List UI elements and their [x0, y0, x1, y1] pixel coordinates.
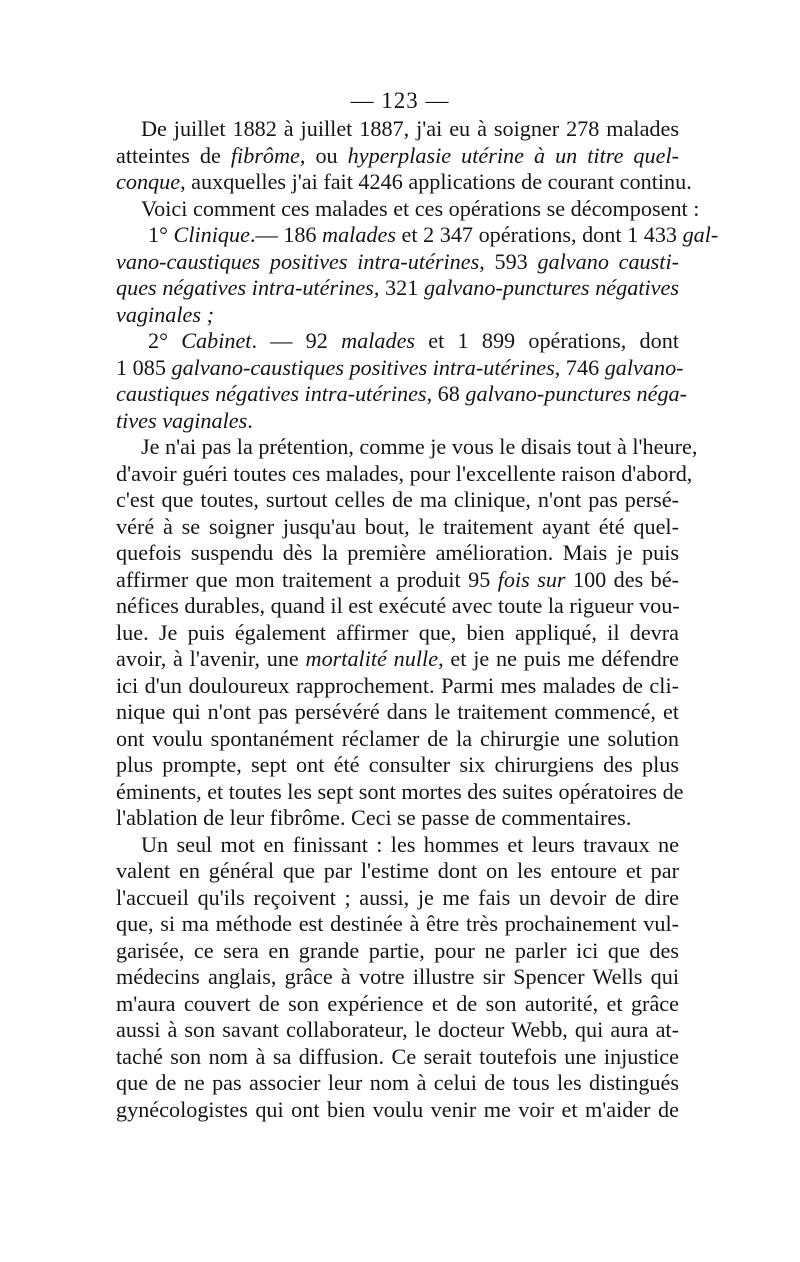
text-span: médecins anglais, grâce à votre illustre sir Spencer Wells qui	[116, 964, 679, 989]
text-line	[116, 991, 679, 1018]
italic-span: caustiques négatives intra-utérines	[116, 381, 427, 406]
text-line	[116, 805, 679, 832]
text-span: l'accueil qu'ils reçoivent ; aussi, je me fais un devoir de dire	[116, 884, 679, 910]
paragraph	[116, 116, 692, 196]
paragraph	[116, 195, 700, 223]
text-line	[116, 116, 679, 143]
text-span: néfices durables, quand il est exécuté avec toute la rigueur vou-	[116, 593, 680, 618]
text-line	[116, 964, 679, 991]
page-number: — 123 —	[350, 88, 450, 113]
text-line	[116, 1017, 679, 1044]
text-span: atteintes de	[116, 142, 231, 168]
text-span: que, si ma méthode est destinée à être très prochainement vul-	[116, 911, 679, 936]
text-line	[116, 275, 679, 302]
text-span: garisée, ce sera en grande partie, pour ne parler ici que des	[116, 937, 679, 963]
text-line	[116, 222, 719, 249]
italic-span: malades	[341, 328, 416, 353]
text-span: , 321	[373, 275, 424, 300]
text-span: valent en général que par l'estime dont on les entoure et par	[116, 858, 679, 883]
text-span: , 746	[554, 354, 605, 380]
italic-span: galvano-punctures néga-	[465, 381, 688, 406]
text-line	[116, 832, 679, 859]
text-span: . — 92	[251, 328, 342, 353]
text-line	[116, 778, 684, 806]
text-line	[116, 938, 679, 965]
italic-span: galvano-	[604, 354, 684, 380]
text-line	[116, 646, 679, 673]
text-span: .	[247, 407, 253, 433]
text-span: plus prompte, sept ont été consulter six chirurgiens des plus	[116, 752, 679, 777]
body-text	[116, 116, 719, 1123]
text-span: ici d'un douloureux rapprochement. Parmi mes malades de cli-	[116, 672, 679, 698]
text-span: éminents, et toutes les sept sont mortes des suites opératoires de	[116, 778, 684, 804]
text-span: véré à se soigner jusqu'au bout, le traitement ayant été quel-	[116, 513, 679, 539]
text-line	[116, 593, 679, 620]
text-line	[116, 460, 693, 488]
italic-span: galvano causti-	[537, 248, 679, 274]
paragraph	[116, 328, 688, 434]
text-span: 100 des bé-	[565, 566, 679, 592]
text-line	[116, 726, 679, 753]
text-span: , et je ne puis me défendre	[438, 646, 680, 671]
text-span: m'aura couvert de son expérience et de son autorité, et grâce	[116, 990, 679, 1016]
text-span: et 1 899 opérations, dont	[415, 328, 680, 353]
italic-span: fois sur	[497, 566, 566, 592]
italic-span: vano-caustiques positives intra-utérines	[116, 248, 480, 274]
text-line	[116, 302, 679, 329]
paragraph	[116, 434, 698, 832]
italic-span: mortalité nulle	[305, 646, 439, 671]
text-span: , 593	[479, 248, 538, 274]
text-span: d'avoir guéri toutes ces malades, pour l'excellente raison d'abord,	[116, 460, 693, 486]
text-line	[116, 885, 679, 912]
paragraph	[116, 832, 679, 1124]
text-line	[116, 408, 679, 435]
text-span: ont voulu spontanément réclamer de la chirurgie une solution	[116, 725, 679, 751]
text-line	[116, 249, 679, 276]
text-line	[116, 328, 679, 355]
text-span: 2°	[148, 328, 182, 353]
text-span: taché son nom à sa diffusion. Ce serait toutefois une injustice	[116, 1043, 679, 1069]
italic-span: tives vaginales	[116, 407, 248, 433]
text-span: que de ne pas associer leur nom à celui de tous les distingués	[116, 1070, 679, 1095]
text-line	[116, 195, 700, 223]
italic-span: galvano-caustiques positives intra-utérines	[171, 354, 555, 380]
text-span: , auxquelles j'ai fait 4246 applications de courant continu.	[180, 169, 692, 194]
text-line	[116, 673, 679, 700]
italic-span: vaginales ;	[116, 301, 214, 327]
text-line	[116, 858, 679, 885]
text-span: c'est que toutes, surtout celles de ma clinique, n'ont pas persé-	[116, 487, 679, 512]
text-span: gynécologistes qui ont bien voulu venir me voir et m'aider de	[116, 1096, 679, 1122]
text-span: et 2 347 opérations, dont 1 433	[396, 222, 683, 247]
text-line	[116, 699, 679, 726]
text-line	[116, 1044, 679, 1071]
text-span: affirmer que mon traitement a produit 95	[116, 566, 498, 592]
italic-span: conque	[116, 169, 181, 194]
text-span: Je n'ai pas la prétention, comme je vous le disais tout à l'heure,	[141, 434, 698, 459]
text-line	[116, 567, 679, 594]
text-span: lue. Je puis également affirmer que, bien appliqué, il devra	[116, 619, 679, 645]
text-span: , 68	[426, 381, 466, 406]
text-line	[116, 1097, 679, 1124]
italic-span: fibrôme	[230, 142, 300, 168]
italic-span: Clinique	[173, 222, 250, 247]
text-line	[116, 620, 679, 647]
text-span: quefois suspendu dès la première amélioration. Mais je puis	[116, 540, 679, 565]
text-span: nique qui n'ont pas persévéré dans le traitement commencé, et	[116, 699, 679, 724]
text-span: Voici comment ces malades et ces opérations se décomposent :	[141, 195, 700, 221]
italic-span: ques négatives intra-utérines	[116, 275, 374, 300]
text-line	[116, 381, 688, 408]
text-span: De juillet 1882 à juillet 1887, j'ai eu à soigner 278 malades	[141, 116, 679, 141]
text-line	[116, 540, 679, 567]
text-span: 1 085	[116, 354, 172, 380]
text-span: Un seul mot en finissant : les hommes et leurs travaux ne	[141, 831, 679, 857]
italic-span: galvano-punctures négatives	[424, 275, 680, 300]
text-line	[116, 169, 692, 196]
italic-span: Cabinet	[181, 328, 252, 353]
text-span: l'ablation de leur fibrôme. Ceci se passe de commentaires.	[116, 805, 632, 830]
text-line	[116, 514, 679, 541]
text-span: avoir, à l'avenir, une	[116, 646, 306, 671]
text-line	[116, 434, 698, 461]
text-line	[116, 911, 679, 938]
text-line	[116, 487, 679, 514]
text-span: 1°	[148, 222, 174, 247]
paragraph	[116, 222, 719, 328]
text-line	[116, 354, 684, 382]
italic-span: gal-	[682, 222, 719, 247]
text-line	[116, 143, 679, 170]
text-line	[116, 752, 679, 779]
text-span: .— 186	[249, 222, 323, 247]
italic-span: hyperplasie utérine à un titre quel-	[347, 142, 680, 168]
text-line	[116, 1070, 679, 1097]
italic-span: malades	[322, 222, 396, 247]
text-span: aussi à son savant collaborateur, le docteur Webb, qui aura at-	[116, 1017, 679, 1042]
text-span: , ou	[299, 142, 348, 168]
